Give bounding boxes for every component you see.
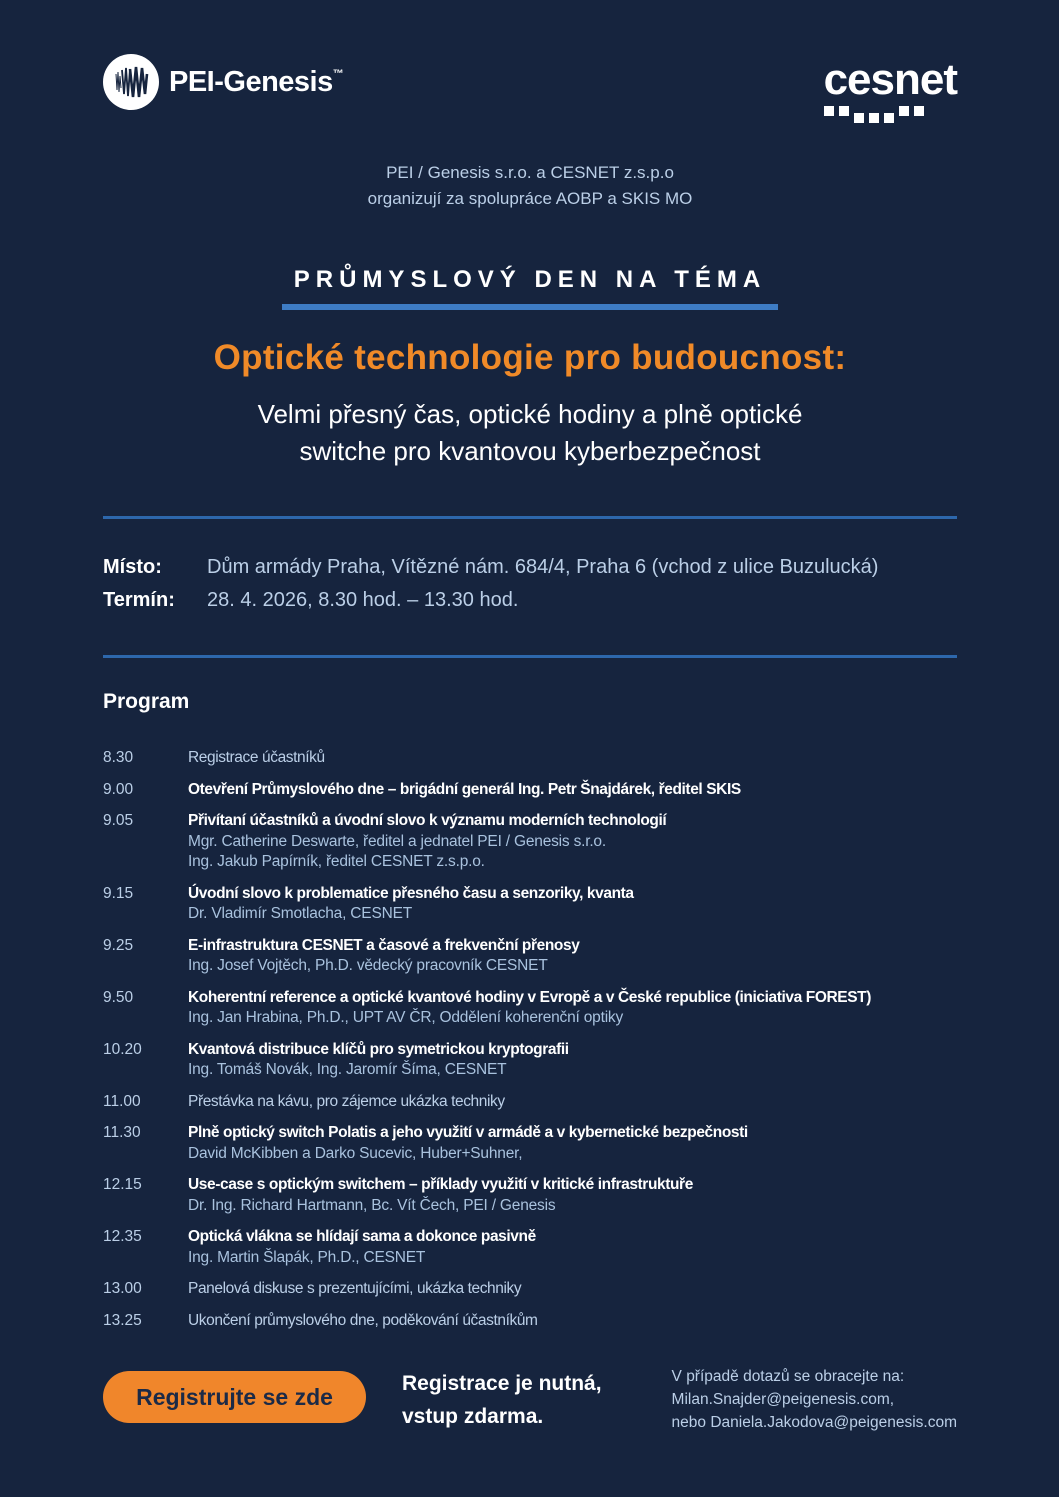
program-row [103, 1123, 957, 1164]
program-time: 11.00 [103, 1092, 141, 1110]
program-title: Plně optický switch Polatis a jeho využití v armádě a v kybernetické bezpečnosti [188, 1124, 748, 1141]
cesnet-logo-text: cesnet [823, 55, 957, 104]
program-title: Optická vlákna se hlídají sama a dokonce pasivně [188, 1228, 536, 1245]
program-row [103, 1092, 957, 1113]
program-speaker: Dr. Ing. Richard Hartmann, Bc. Vít Čech, PEI / Genesis [188, 1196, 556, 1214]
pei-genesis-logo [103, 54, 344, 110]
footer [103, 1368, 957, 1434]
program-speaker: Ing. Martin Šlapák, Ph.D., CESNET [188, 1248, 426, 1266]
event-details [103, 551, 957, 617]
detail-row-termin [103, 584, 957, 617]
contact-email-2[interactable]: nebo Daniela.Jakodova@peigenesis.com [671, 1414, 957, 1431]
subtitle-line-2: switche pro kvantovou kyberbezpečnost [299, 436, 761, 466]
intro-line-2: organizují za spolupráce AOBP a SKIS MO [367, 189, 693, 208]
program-row [103, 748, 957, 769]
program-time: 8.30 [103, 749, 134, 766]
trademark-symbol: ™ [332, 67, 344, 80]
note-line-1: Registrace je nutná, [402, 1372, 602, 1395]
divider-bottom [103, 655, 957, 658]
program-list [103, 748, 957, 1331]
program-speaker: Ing. Tomáš Novák, Ing. Jaromír Šíma, CESNET [188, 1061, 507, 1078]
program-title: Otevření Průmyslového dne – brigádní generál Ing. Petr Šnajdárek, ředitel SKIS [188, 780, 741, 798]
program-speaker: Ing. Jakub Papírník, ředitel CESNET z.s.p.o. [188, 853, 485, 870]
program-row [103, 811, 957, 873]
program-row [103, 1227, 957, 1268]
logo-row [103, 54, 957, 124]
program-time: 10.20 [103, 1040, 142, 1058]
program-row [103, 780, 957, 801]
program-title: Use-case s optickým switchem – příklady využití v kritické infrastruktuře [188, 1176, 693, 1193]
program-time: 13.25 [103, 1311, 142, 1329]
pei-logo-text [169, 66, 344, 99]
misto-value: Dům armády Praha, Vítězné nám. 684/4, Praha 6 (vchod z ulice Buzulucká) [207, 556, 879, 578]
program-row [103, 1175, 957, 1216]
program-row [103, 1040, 957, 1081]
program-time: 9.15 [103, 884, 134, 902]
pei-waveform-icon [103, 54, 159, 110]
program-title: Ukončení průmyslového dne, poděkování účastníkům [188, 1311, 538, 1329]
program-time: 11.30 [103, 1124, 141, 1141]
program-row [103, 988, 957, 1029]
program-speaker: Mgr. Catherine Deswarte, ředitel a jednatel PEI / Genesis s.r.o. [188, 832, 606, 850]
program-row [103, 1311, 957, 1332]
program-title: E-infrastruktura CESNET a časové a frekvenční přenosy [188, 936, 580, 954]
program-time: 9.25 [103, 936, 134, 954]
program-time: 9.50 [103, 988, 134, 1006]
program-row [103, 936, 957, 977]
program-time: 9.00 [103, 780, 134, 798]
intro-line-1: PEI / Genesis s.r.o. a CESNET z.s.p.o [386, 163, 674, 182]
program-title: Přivítaní účastníků a úvodní slovo k významu moderních technologií [188, 812, 667, 829]
program-speaker: Ing. Josef Vojtěch, Ph.D. vědecký pracovník CESNET [188, 957, 548, 974]
page-subtitle [103, 396, 957, 470]
register-button[interactable]: Registrujte se zde [103, 1371, 366, 1423]
contact-email-1[interactable]: Milan.Snajder@peigenesis.com, [671, 1391, 895, 1408]
program-time: 9.05 [103, 812, 134, 829]
misto-label: Místo: [103, 556, 162, 578]
pei-logo-wordmark: PEI-Genesis [169, 65, 333, 98]
event-kicker: PRŮMYSLOVÝ DEN NA TÉMA [282, 266, 778, 310]
program-heading: Program [103, 690, 190, 713]
page-title: Optické technologie pro budoucnost: [213, 338, 847, 377]
detail-row-misto [103, 551, 957, 584]
organizers-intro [103, 160, 957, 212]
program-title: Kvantová distribuce klíčů pro symetrickou kryptografii [188, 1040, 569, 1058]
program-title: Panelová diskuse s prezentujícími, ukázka techniky [188, 1280, 522, 1297]
program-speaker: Ing. Jan Hrabina, Ph.D., UPT AV ČR, Oddělení koherenční optiky [188, 1009, 624, 1026]
registration-note [402, 1367, 602, 1433]
cesnet-logo [823, 55, 957, 124]
program-title: Přestávka na kávu, pro zájemce ukázka techniky [188, 1092, 505, 1110]
program-title: Koherentní reference a optické kvantové hodiny v Evropě a v České republice (iniciativa FOREST) [188, 988, 871, 1006]
divider-top [103, 516, 957, 519]
program-time: 13.00 [103, 1280, 142, 1297]
cesnet-dots-icon [824, 106, 957, 124]
termin-value: 28. 4. 2026, 8.30 hod. – 13.30 hod. [207, 589, 519, 611]
program-time: 12.15 [103, 1176, 142, 1193]
kicker-wrap [103, 266, 957, 310]
program-speaker: David McKibben a Darko Sucevic, Huber+Suhner, [188, 1144, 523, 1162]
termin-label: Termín: [103, 589, 175, 611]
note-line-2: vstup zdarma. [402, 1405, 544, 1428]
program-row [103, 1279, 957, 1300]
program-speaker: Dr. Vladimír Smotlacha, CESNET [188, 905, 412, 922]
contact-intro: V případě dotazů se obracejte na: [671, 1368, 905, 1385]
program-time: 12.35 [103, 1228, 142, 1245]
program-row [103, 884, 957, 925]
contact-block [672, 1365, 957, 1434]
program-title: Úvodní slovo k problematice přesného času a senzoriky, kvanta [188, 884, 634, 902]
subtitle-line-1: Velmi přesný čas, optické hodiny a plně optické [257, 399, 803, 429]
program-title: Registrace účastníků [188, 749, 325, 766]
